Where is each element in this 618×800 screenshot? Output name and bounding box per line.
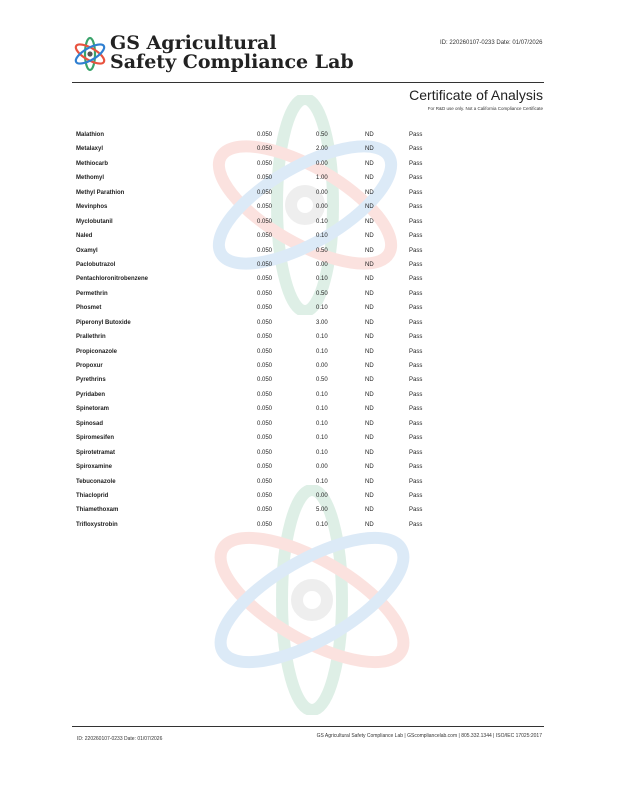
lod-value: 0.050: [257, 132, 273, 138]
status-value: Pass: [409, 261, 423, 268]
analyte-name: Metalaxyl: [76, 146, 104, 153]
lod-value: 0.050: [257, 377, 273, 384]
table-row: [76, 446, 476, 460]
result-value: ND: [365, 435, 374, 442]
analyte-name: Naled: [76, 233, 93, 240]
analyte-name: Piperonyl Butoxide: [76, 319, 131, 326]
table-row: [76, 128, 476, 142]
lod-value: 0.050: [257, 406, 273, 413]
lod-value: 0.050: [257, 146, 273, 153]
result-value: ND: [365, 478, 374, 485]
table-row: [76, 301, 476, 315]
limit-value: 0.50: [316, 377, 328, 384]
limit-value: 0.50: [316, 290, 328, 297]
table-row: [76, 402, 476, 416]
lod-value: 0.050: [257, 305, 273, 312]
analyte-name: Spirotetramat: [76, 449, 116, 456]
table-row: [76, 345, 476, 359]
result-value: ND: [365, 464, 374, 471]
status-value: Pass: [409, 507, 423, 514]
table-row: [76, 186, 476, 200]
limit-value: 2.00: [316, 146, 328, 153]
limit-value: 0.10: [316, 334, 328, 341]
limit-value: 0.00: [316, 363, 328, 369]
lod-value: 0.050: [257, 464, 273, 471]
analyte-name: Pyrethrins: [76, 377, 106, 384]
table-row: [76, 373, 476, 387]
limit-value: 0.00: [316, 189, 328, 196]
limit-value: 0.10: [316, 233, 328, 240]
result-value: ND: [365, 175, 374, 182]
status-value: Pass: [409, 305, 423, 312]
analyte-name: Spiromesifen: [76, 435, 115, 442]
analyte-name: Malathion: [76, 132, 104, 138]
status-value: Pass: [409, 449, 423, 456]
limit-value: 0.00: [316, 261, 328, 268]
lod-value: 0.050: [257, 363, 273, 369]
limit-value: 0.10: [316, 406, 328, 413]
table-row: [76, 460, 476, 474]
result-value: ND: [365, 406, 374, 413]
limit-value: 0.10: [316, 478, 328, 485]
result-value: ND: [365, 363, 374, 369]
limit-value: 0.00: [316, 464, 328, 471]
lod-value: 0.050: [257, 175, 273, 182]
table-row: [76, 475, 476, 489]
status-value: Pass: [409, 492, 423, 499]
table-row: [76, 171, 476, 185]
result-value: ND: [365, 290, 374, 297]
result-value: ND: [365, 160, 374, 167]
header-id-date: ID: 220260107-0233 Date: 01/07/2026: [440, 40, 543, 46]
result-value: ND: [365, 334, 374, 341]
analyte-name: Prallethrin: [76, 334, 106, 341]
status-value: Pass: [409, 218, 423, 225]
lod-value: 0.050: [257, 261, 273, 268]
table-row: [76, 359, 476, 373]
analyte-name: Phosmet: [76, 305, 102, 312]
lod-value: 0.050: [257, 290, 273, 297]
result-value: ND: [365, 189, 374, 196]
result-value: ND: [365, 204, 374, 211]
result-value: ND: [365, 492, 374, 499]
table-row: [76, 215, 476, 229]
result-value: ND: [365, 420, 374, 427]
lod-value: 0.050: [257, 391, 273, 398]
result-value: ND: [365, 449, 374, 456]
lod-value: 0.050: [257, 492, 273, 499]
limit-value: 0.10: [316, 435, 328, 442]
limit-value: 0.50: [316, 132, 328, 138]
status-value: Pass: [409, 247, 423, 254]
result-value: ND: [365, 507, 374, 514]
result-value: ND: [365, 233, 374, 240]
status-value: Pass: [409, 377, 423, 384]
status-value: Pass: [409, 464, 423, 471]
lod-value: 0.050: [257, 449, 273, 456]
lod-value: 0.050: [257, 160, 273, 167]
status-value: Pass: [409, 478, 423, 485]
result-value: ND: [365, 391, 374, 398]
analyte-name: Methyl Parathion: [76, 189, 125, 196]
limit-value: 0.00: [316, 160, 328, 167]
analyte-name: Spinosad: [76, 420, 104, 427]
page-subtitle: For R&D use only. Not a California Compliance Certificate: [427, 106, 543, 111]
status-value: Pass: [409, 276, 423, 283]
analyte-name: Methomyl: [76, 175, 105, 182]
analyte-name: Paclobutrazol: [76, 261, 116, 268]
table-row: [76, 229, 476, 243]
results-table: [76, 128, 476, 532]
analyte-name: Methiocarb: [76, 160, 109, 167]
page-title: Certificate of Analysis: [409, 87, 543, 103]
table-row: [76, 287, 476, 301]
lod-value: 0.050: [257, 319, 273, 326]
table-row: [76, 200, 476, 214]
analyte-name: Pentachloronitrobenzene: [76, 276, 149, 283]
lod-value: 0.050: [257, 233, 273, 240]
result-value: ND: [365, 276, 374, 283]
result-value: ND: [365, 247, 374, 254]
atom-logo-icon: [72, 36, 108, 72]
analyte-name: Thiamethoxam: [76, 507, 119, 514]
status-value: Pass: [409, 290, 423, 297]
lod-value: 0.050: [257, 435, 273, 442]
status-value: Pass: [409, 391, 423, 398]
analyte-name: Propoxur: [76, 363, 103, 369]
status-value: Pass: [409, 132, 423, 138]
status-value: Pass: [409, 189, 423, 196]
result-value: ND: [365, 348, 374, 355]
footer-divider: [72, 726, 544, 727]
lod-value: 0.050: [257, 204, 273, 211]
analyte-name: Pyridaben: [76, 391, 106, 398]
analyte-name: Tebuconazole: [76, 478, 116, 485]
lod-value: 0.050: [257, 218, 273, 225]
table-row: [76, 157, 476, 171]
status-value: Pass: [409, 204, 423, 211]
status-value: Pass: [409, 146, 423, 153]
analyte-name: Spinetoram: [76, 406, 110, 413]
limit-value: 0.00: [316, 204, 328, 211]
result-value: ND: [365, 218, 374, 225]
status-value: Pass: [409, 435, 423, 442]
lod-value: 0.050: [257, 420, 273, 427]
lod-value: 0.050: [257, 348, 273, 355]
table-row: [76, 244, 476, 258]
lod-value: 0.050: [257, 247, 273, 254]
limit-value: 0.10: [316, 218, 328, 225]
status-value: Pass: [409, 319, 423, 326]
result-value: ND: [365, 146, 374, 153]
table-row: [76, 272, 476, 286]
table-row: [76, 518, 476, 532]
limit-value: 1.00: [316, 175, 328, 182]
lod-value: 0.050: [257, 521, 273, 528]
analyte-name: Trifloxystrobin: [76, 521, 118, 528]
analyte-name: Propiconazole: [76, 348, 118, 355]
lod-value: 0.050: [257, 478, 273, 485]
table-row: [76, 316, 476, 330]
lab-name: GS Agricultural Safety Compliance Lab: [110, 32, 354, 73]
limit-value: 0.10: [316, 305, 328, 312]
status-value: Pass: [409, 233, 423, 240]
limit-value: 0.00: [316, 492, 328, 499]
analyte-name: Thiacloprid: [76, 492, 109, 499]
lod-value: 0.050: [257, 276, 273, 283]
table-row: [76, 431, 476, 445]
table-row: [76, 388, 476, 402]
status-value: Pass: [409, 175, 423, 182]
status-value: Pass: [409, 406, 423, 413]
status-value: Pass: [409, 334, 423, 341]
analyte-name: Permethrin: [76, 290, 108, 297]
analyte-name: Mevinphos: [76, 204, 108, 211]
lod-value: 0.050: [257, 334, 273, 341]
status-value: Pass: [409, 420, 423, 427]
status-value: Pass: [409, 348, 423, 355]
table-row: [76, 489, 476, 503]
status-value: Pass: [409, 160, 423, 167]
limit-value: 0.10: [316, 420, 328, 427]
result-value: ND: [365, 261, 374, 268]
limit-value: 3.00: [316, 319, 328, 326]
limit-value: 0.10: [316, 276, 328, 283]
table-row: [76, 417, 476, 431]
lod-value: 0.050: [257, 507, 273, 514]
footer-id-date: ID: 220260107-0233 Date: 01/07/2026: [77, 736, 163, 742]
table-row: [76, 503, 476, 517]
result-value: ND: [365, 305, 374, 312]
result-value: ND: [365, 319, 374, 326]
lod-value: 0.050: [257, 189, 273, 196]
header-divider: [72, 82, 544, 83]
table-row: [76, 258, 476, 272]
status-value: Pass: [409, 363, 423, 369]
result-value: ND: [365, 377, 374, 384]
result-value: ND: [365, 521, 374, 528]
analyte-name: Spiroxamine: [76, 464, 113, 471]
limit-value: 0.10: [316, 449, 328, 456]
table-row: [76, 142, 476, 156]
analyte-name: Oxamyl: [76, 247, 98, 254]
analyte-name: Myclobutanil: [76, 218, 113, 225]
limit-value: 0.10: [316, 521, 328, 528]
footer-contact: GS Agricultural Safety Compliance Lab | GScompliancelab.com | 805.332.1344 | ISO/IEC 17025:2017: [316, 733, 542, 739]
limit-value: 0.10: [316, 391, 328, 398]
limit-value: 0.50: [316, 247, 328, 254]
limit-value: 0.10: [316, 348, 328, 355]
limit-value: 5.00: [316, 507, 328, 514]
status-value: Pass: [409, 521, 423, 528]
result-value: ND: [365, 132, 374, 138]
table-row: [76, 330, 476, 344]
